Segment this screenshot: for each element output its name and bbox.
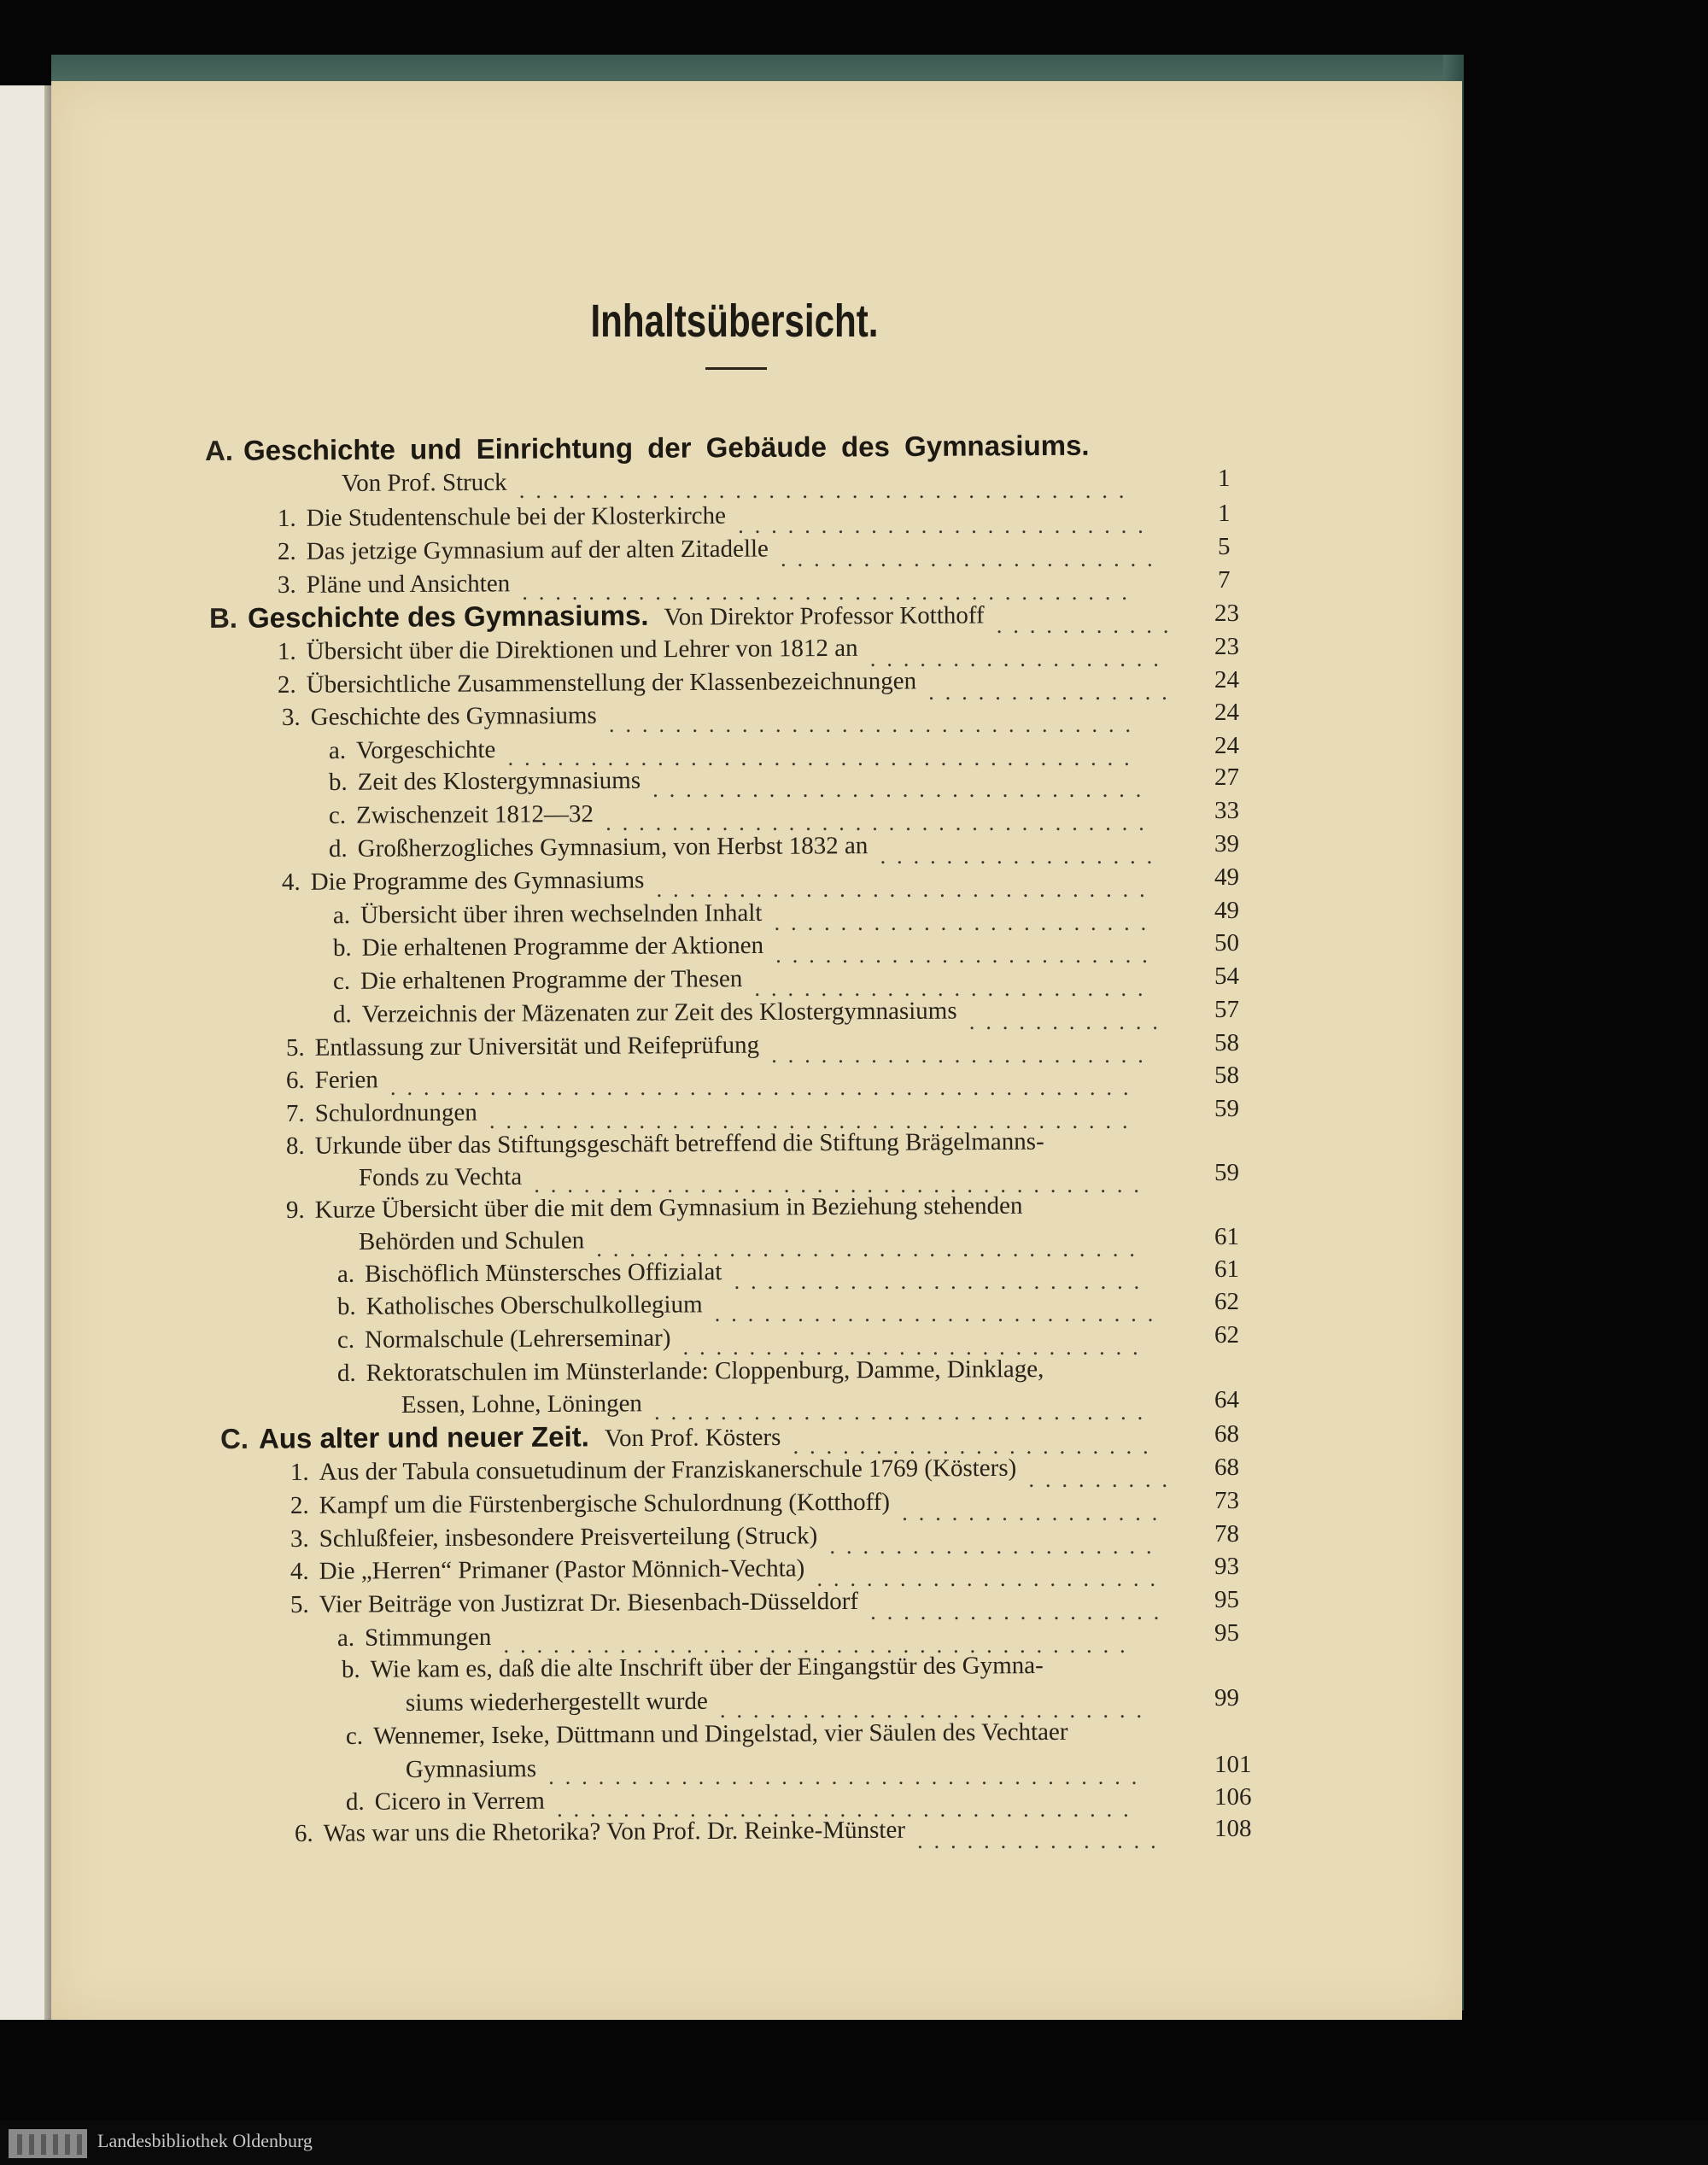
toc-entry-title: Cicero in Verrem [374, 1787, 546, 1816]
previous-page-edge [0, 85, 50, 2020]
toc-entry-title: Übersicht über ihren wechselnden Inhalt [360, 898, 763, 929]
toc-entry-number: 3. [290, 1524, 309, 1553]
toc-entry [329, 734, 496, 766]
page-title: Inhaltsübersicht. [590, 295, 879, 347]
toc-entry [337, 1354, 1044, 1389]
toc-page-number: 59 [1214, 1095, 1239, 1122]
toc-entry-title: Fonds zu Vechta [358, 1162, 523, 1191]
toc-entry-title: Von Prof. Struck [341, 468, 507, 497]
toc-entry [406, 1686, 708, 1718]
dot-leader: ...................................... [507, 746, 1141, 770]
toc-entry-title: Die Programme des Gymnasiums [310, 866, 645, 896]
toc-entry-title: siums wiederhergestellt wurde [405, 1687, 708, 1717]
toc-entry-number: c. [336, 1325, 355, 1354]
toc-page-number: 58 [1214, 1029, 1239, 1056]
toc-entry [278, 500, 726, 534]
toc-entry-number: 1. [290, 1458, 309, 1486]
toc-entry-title: Normalschule (Lehrerseminar) [365, 1324, 671, 1354]
toc-entry [282, 864, 645, 898]
dot-leader: ............... [928, 680, 1179, 705]
toc-entry-title: Kurze Übersicht über die mit dem Gymnasium in Beziehung stehenden [314, 1191, 1023, 1224]
toc-entry [333, 963, 743, 997]
toc-page-number: 99 [1214, 1684, 1239, 1712]
toc-entry [290, 1553, 804, 1587]
toc-entry-number: 2. [290, 1491, 309, 1519]
toc-entry-number: a. [332, 901, 351, 929]
toc-entry [329, 765, 640, 798]
toc-page-number: 64 [1214, 1386, 1239, 1413]
toc-page-number: 101 [1214, 1751, 1252, 1778]
toc-page-number: 58 [1214, 1062, 1239, 1089]
dot-leader: ........................ [754, 976, 1155, 1001]
toc-entry-title: Rektoratschulen im Münsterlande: Cloppenburg, Damme, Dinklage, [366, 1355, 1044, 1387]
toc-entry-title: Die Studentenschule bei der Klosterkirche [306, 501, 727, 532]
toc-entry [278, 665, 916, 700]
toc-page-number: 49 [1214, 863, 1239, 891]
dot-leader: ................ [902, 1501, 1169, 1525]
toc-entry [337, 1323, 671, 1355]
dot-leader: ............... [917, 1829, 1167, 1853]
toc-page-number: 5 [1218, 533, 1231, 560]
toc-entry-number: 9. [285, 1196, 305, 1224]
library-building-icon [9, 2129, 87, 2158]
toc-entry-number: 5. [290, 1590, 309, 1618]
toc-page-number: 62 [1214, 1321, 1239, 1349]
toc-entry-number: 4. [290, 1557, 309, 1585]
footer-bar [0, 2121, 1708, 2165]
dot-leader: ....................... [781, 547, 1164, 571]
toc-entry-title: Übersicht über die Direktionen und Lehrer von 1812 an [306, 634, 858, 665]
toc-entry [278, 533, 769, 567]
toc-page-number: 1 [1218, 465, 1231, 492]
toc-entry [205, 430, 1105, 466]
toc-entry-number: c. [345, 1722, 364, 1750]
toc-entry-title: Aus der Tabula consuetudinum der Franziskanerschule 1769 (Kösters) [319, 1454, 1017, 1486]
toc-page-number: 23 [1214, 633, 1239, 660]
toc-entry-number: b. [341, 1655, 360, 1683]
toc-entry-title: Schlußfeier, insbesondere Preisverteilung (Struck) [319, 1522, 818, 1553]
toc-entry [329, 830, 869, 864]
toc-entry-title: Vier Beiträge von Justizrat Dr. Biesenbach-Düsseldorf [319, 1587, 859, 1618]
toc-entry-number: 5. [285, 1033, 305, 1062]
toc-entry-title: Entlassung zur Universität und Reifeprüfung [314, 1031, 760, 1062]
toc-entry-number: d. [345, 1788, 365, 1816]
toc-entry-number: 7. [285, 1099, 305, 1127]
toc-entry-number: 2. [277, 670, 296, 699]
dot-leader: ....................................... [489, 1109, 1139, 1133]
toc-entry-title: Gymnasiums [405, 1755, 537, 1783]
toc-page-number: 61 [1214, 1255, 1239, 1283]
toc-entry-title: Geschichte des Gymnasiums [310, 701, 597, 731]
dot-leader: ......... [1028, 1467, 1179, 1492]
dot-leader: ............................ [682, 1335, 1149, 1360]
dot-leader: ..................................... [534, 1173, 1150, 1197]
dot-leader: ......................... [734, 1269, 1151, 1294]
toc-entry [286, 1126, 1044, 1161]
toc-page-number: 24 [1214, 732, 1239, 759]
toc-entry [282, 700, 597, 733]
toc-entry-number: b. [336, 1292, 356, 1320]
dot-leader: ......................... [738, 513, 1155, 538]
toc-entry [290, 1586, 858, 1620]
toc-entry [286, 1191, 1023, 1226]
toc-entry-number: 6. [294, 1819, 313, 1847]
toc-entry-title: Die erhaltenen Programme der Thesen [360, 965, 743, 995]
toc-entry-title: Zeit des Klostergymnasiums [357, 766, 641, 796]
toc-entry-number: 4. [281, 868, 301, 896]
toc-entry-title: Großherzogliches Gymnasium, von Herbst 1832 an [357, 832, 869, 863]
toc-entry [290, 1520, 817, 1554]
toc-entry-number: A. [204, 434, 234, 466]
toc-entry-number: 1. [277, 504, 296, 532]
dot-leader: .................. [870, 1600, 1171, 1624]
toc-entry [337, 1256, 722, 1290]
toc-entry-title: Wennemer, Iseke, Düttmann und Dingelstad, vier Säulen des Vechtaer [373, 1717, 1068, 1750]
toc-entry [342, 1650, 1044, 1685]
dot-leader: .................................... [548, 1764, 1149, 1789]
dot-leader: .................... [829, 1534, 1163, 1559]
toc-entry [209, 598, 985, 634]
toc-page-number: 78 [1214, 1520, 1239, 1548]
toc-entry [346, 1717, 1068, 1752]
toc-entry-title: Die erhaltenen Programme der Aktionen [361, 931, 764, 962]
dot-leader: .............................. [652, 777, 1153, 802]
toc-entry [333, 898, 763, 931]
toc-entry-number: b. [332, 933, 352, 962]
toc-page-number: 33 [1214, 797, 1239, 824]
toc-page-number: 50 [1214, 929, 1239, 957]
toc-entry [337, 1289, 703, 1322]
toc-entry [333, 996, 957, 1030]
toc-entry [406, 1753, 536, 1785]
dot-leader: .............................. [654, 1400, 1155, 1425]
toc-page-number: 73 [1214, 1487, 1239, 1514]
toc-entry-number: 8. [285, 1132, 305, 1160]
toc-entry-number: a. [336, 1624, 355, 1652]
dot-leader: ..................................... [518, 478, 1136, 503]
toc-entry-title: Urkunde über das Stiftungsgeschäft betreffend die Stiftung Brägelmanns- [314, 1127, 1044, 1160]
dot-leader: ................................... [557, 1797, 1140, 1822]
toc-page-number: 108 [1214, 1815, 1252, 1842]
dot-leader: ...................................... [503, 1633, 1137, 1658]
toc-entry-title: Was war uns die Rhetorika? Von Prof. Dr. Reinke-Münster [323, 1816, 906, 1847]
toc-entry-title: Zwischenzeit 1812—32 [356, 800, 594, 829]
dot-leader: ........... [996, 613, 1180, 638]
toc-entry [337, 1622, 492, 1653]
toc-page-number: 7 [1218, 566, 1231, 594]
toc-section-heading: Aus alter und neuer Zeit. [258, 1420, 590, 1454]
toc-page-number: 57 [1214, 996, 1239, 1023]
dot-leader: .............................. [656, 877, 1156, 902]
toc-entry-title: Ferien [314, 1066, 378, 1094]
toc-entry [333, 930, 763, 963]
dot-leader: ................................. [596, 1237, 1146, 1261]
toc-entry-number: 3. [281, 703, 301, 731]
toc-page-number: 93 [1214, 1553, 1239, 1580]
toc-section-heading: Geschichte des Gymnasiums. [247, 599, 649, 634]
toc-entry [329, 799, 594, 831]
toc-entry [220, 1420, 781, 1454]
toc-entry-number: 1. [277, 637, 296, 665]
toc-entry-title: Wie kam es, daß die alte Inschrift über der Eingangstür des Gymna- [370, 1651, 1044, 1683]
toc-entry-title: Von Prof. Kösters [604, 1423, 781, 1453]
toc-entry [278, 633, 858, 667]
toc-entry-title: Stimmungen [365, 1623, 492, 1652]
toc-page-number: 68 [1214, 1420, 1239, 1448]
dot-leader: ........................... [714, 1302, 1165, 1326]
toc-entry-title: Essen, Lohne, Löningen [401, 1390, 642, 1419]
library-name: Landesbibliothek Oldenburg [97, 2130, 313, 2151]
toc-page-number: 95 [1214, 1586, 1239, 1613]
toc-entry-number: a. [336, 1260, 355, 1288]
toc-entry-number: 2. [277, 537, 296, 565]
toc-entry [359, 1225, 584, 1257]
toc-entry [290, 1487, 890, 1521]
toc-entry [286, 1030, 759, 1063]
toc-entry [359, 1161, 522, 1193]
toc-entry [295, 1815, 905, 1849]
title-rule [705, 367, 767, 370]
toc-page-number: 61 [1214, 1223, 1239, 1250]
toc-entry-number: b. [328, 768, 348, 796]
toc-entry [290, 1453, 1016, 1488]
toc-entry-title: Verzeichnis der Mäzenaten zur Zeit des Klostergymnasiums [361, 997, 957, 1028]
toc-page-number: 95 [1214, 1619, 1239, 1647]
toc-section-heading: Geschichte und Einrichtung der Gebäude des Gymnasiums. [243, 429, 1090, 466]
toc-page-number: 59 [1214, 1159, 1239, 1186]
toc-page-number: 54 [1214, 963, 1239, 990]
toc-entry-title: Übersichtliche Zusammenstellung der Klassenbezeichnungen [306, 667, 917, 699]
toc-entry-title: Von Direktor Professor Kotthoff [664, 601, 985, 631]
dot-leader: ..................... [816, 1566, 1167, 1591]
toc-page-number: 106 [1214, 1783, 1252, 1811]
toc-entry-title: Das jetzige Gymnasium auf der alten Zitadelle [306, 535, 769, 565]
toc-entry-title: Katholisches Oberschulkollegium [366, 1290, 703, 1320]
toc-entry-number: d. [328, 834, 348, 863]
toc-page-number: 39 [1214, 830, 1239, 857]
toc-page-number: 27 [1214, 764, 1239, 791]
dot-leader: .................. [869, 647, 1170, 671]
toc-page-number: 49 [1214, 897, 1239, 924]
toc-page-number: 68 [1214, 1454, 1239, 1481]
toc-entry-title: Kampf um die Fürstenbergische Schulordnung (Kotthoff) [319, 1488, 891, 1519]
toc-entry [401, 1388, 642, 1420]
toc-entry-number: 6. [285, 1066, 305, 1094]
toc-entry-number: c. [332, 967, 351, 995]
dot-leader: ................. [880, 844, 1164, 869]
toc-entry-number: d. [332, 1000, 352, 1028]
toc-entry-title: Schulordnungen [314, 1098, 477, 1127]
toc-page-number: 62 [1214, 1288, 1239, 1315]
toc-entry-title: Pläne und Ansichten [306, 570, 511, 599]
toc-entry-number: d. [336, 1359, 356, 1387]
toc-page-number: 24 [1214, 666, 1239, 693]
toc-page-number: 23 [1214, 600, 1239, 627]
toc-entry [286, 1097, 477, 1129]
toc-entry [346, 1786, 545, 1817]
dot-leader: ....................... [771, 1043, 1155, 1068]
toc-entry-title: Vorgeschichte [356, 735, 496, 764]
toc-entry [278, 568, 510, 600]
toc-entry [286, 1064, 378, 1096]
dot-leader: ..................................... [522, 580, 1138, 605]
dot-leader: ............................................. [390, 1075, 1140, 1100]
toc-entry-number: c. [328, 801, 347, 829]
dot-leader: ............ [968, 1009, 1169, 1034]
toc-entry-title: Behörden und Schulen [358, 1226, 585, 1255]
toc-entry-title: Bischöflich Münstersches Offizialat [365, 1258, 722, 1288]
dot-leader: ....................... [774, 910, 1158, 935]
toc-entry-number: a. [328, 736, 347, 764]
toc-entry [342, 467, 507, 499]
toc-entry-number: 3. [277, 571, 296, 599]
toc-page-number: 1 [1218, 500, 1231, 527]
dot-leader: ................................. [605, 810, 1155, 835]
dot-leader: .......................... [720, 1698, 1154, 1723]
toc-page-number: 24 [1214, 699, 1239, 726]
dot-leader: ................................ [609, 712, 1142, 737]
toc-entry-number: C. [219, 1422, 249, 1454]
dot-leader: ...................... [793, 1434, 1160, 1459]
toc-entry-title: Die „Herren“ Primaner (Pastor Mönnich-Vechta) [319, 1554, 805, 1585]
dot-leader: ....................... [775, 943, 1159, 968]
toc-entry-number: B. [208, 601, 238, 634]
